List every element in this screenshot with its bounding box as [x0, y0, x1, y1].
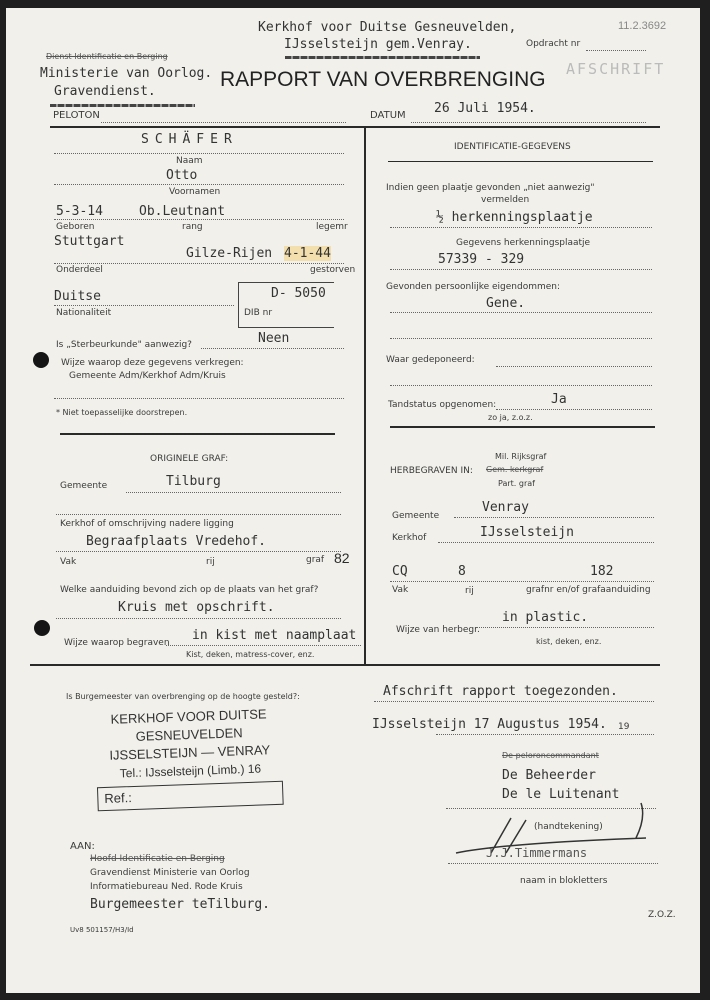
- reburial-gemeente-label: Gemeente: [392, 511, 440, 521]
- voornamen-label: Voornamen: [169, 187, 221, 197]
- line: [126, 492, 341, 493]
- original-kerkhof: Begraafplaats Vredehof.: [86, 534, 267, 549]
- line: [390, 581, 654, 582]
- datum-value: 26 Juli 1954.: [434, 101, 536, 116]
- identification-title: IDENTIFICATIE-GEGEVENS: [454, 142, 571, 152]
- year-prefix: 19: [618, 722, 630, 732]
- line: [476, 627, 654, 628]
- line: [56, 514, 341, 515]
- divider: [388, 161, 653, 162]
- line: [56, 618, 341, 619]
- underline-bar: [50, 104, 195, 107]
- peloton-label: PELOTON: [53, 110, 100, 121]
- datum-label: DATUM: [370, 110, 406, 121]
- reburial-graf-label: grafnr en/of grafaanduiding: [526, 585, 651, 595]
- belongings-label: Gevonden persoonlijke eigendommen:: [386, 282, 561, 292]
- onderdeel-label: Onderdeel: [56, 265, 103, 275]
- service: Gravendienst.: [54, 84, 156, 99]
- punch-hole: [33, 352, 49, 368]
- line: [390, 227, 652, 228]
- copy-stamp: AFSCHRIFT: [566, 60, 666, 78]
- dib-value: D- 5050: [271, 286, 326, 301]
- reburial-rij: 8: [458, 564, 466, 579]
- gestorven-label: gestorven: [310, 265, 356, 275]
- reburial-graf: 182: [590, 564, 614, 579]
- cemetery-stamp: [88, 705, 291, 812]
- dental-note: zo ja, z.o.z.: [488, 413, 533, 422]
- marker-value: Kruis met opschrift.: [118, 600, 275, 615]
- line: [390, 338, 652, 339]
- line: [374, 701, 654, 702]
- peloton-line: [101, 122, 346, 123]
- belongings: Gene.: [486, 296, 526, 311]
- rang-label: rang: [182, 222, 203, 232]
- birth-date: 5-3-14: [56, 204, 103, 219]
- plate: ½ herkenningsplaatje: [436, 210, 593, 225]
- sterbe-label: Is „Sterbeurkunde" aanwezig?: [56, 340, 192, 350]
- punch-hole: [34, 620, 50, 636]
- zoz: Z.O.Z.: [648, 910, 676, 920]
- aan-line2: Gravendienst Ministerie van Oorlog: [90, 868, 250, 878]
- line: [54, 153, 344, 154]
- instruction: Indien geen plaatje gevonden „niet aanwezig": [386, 183, 595, 193]
- nationaliteit-label: Nationaliteit: [56, 308, 112, 318]
- buried-label: Wijze waarop begraven: [64, 638, 170, 648]
- line: [448, 863, 658, 864]
- stamp-line: GESNEUVELDEN: [135, 725, 243, 744]
- divider: [60, 433, 335, 435]
- vak-label: Vak: [60, 557, 77, 567]
- reburial-gemeente: Venray: [482, 500, 529, 515]
- rij-label: rij: [206, 557, 215, 567]
- opdracht-label: Opdracht nr: [526, 39, 581, 49]
- first-name: Otto: [166, 168, 198, 183]
- role-2: De le Luitenant: [502, 787, 620, 802]
- underline-bar: [285, 56, 480, 59]
- signer-name: J.J.Timmermans: [486, 846, 588, 860]
- divider: [50, 126, 660, 128]
- name-label: naam in blokletters: [520, 876, 608, 886]
- stamp-line: Tel.: IJsselsteijn (Limb.) 16: [119, 761, 262, 781]
- office-line1: Kerkhof voor Duitse Gesneuvelden,: [258, 20, 517, 35]
- aan-line4: Burgemeester teTilburg.: [90, 897, 271, 912]
- method-label: Wijze van herbegr.: [396, 625, 480, 635]
- unit: Stuttgart: [54, 234, 125, 249]
- line: [56, 551, 341, 552]
- nationality: Duitse: [54, 289, 101, 304]
- reburial-rij-label: rij: [465, 586, 474, 596]
- struck-role: De peloroncommandant: [502, 751, 599, 760]
- reburial-opt2: Gem. kerkgraf: [486, 465, 544, 474]
- reburial-label: HERBEGRAVEN IN:: [390, 466, 473, 476]
- reburial-vak-label: Vak: [392, 585, 409, 595]
- buried-value: in kist met naamplaat: [192, 628, 357, 643]
- ref-label: Ref.:: [104, 790, 133, 807]
- aan-struck: Hoofd Identificatie en Berging: [90, 854, 225, 864]
- line: [496, 409, 652, 410]
- legemr-label: legemr: [316, 222, 348, 232]
- opdracht-line: [586, 50, 646, 51]
- divider: [30, 664, 660, 666]
- graf-value: 82: [334, 550, 350, 566]
- reburial-opt1: Mil. Rijksgraf: [495, 452, 547, 461]
- vertical-divider: [364, 126, 366, 666]
- line: [201, 348, 344, 349]
- ministry: Ministerie van Oorlog.: [40, 66, 213, 81]
- instruction2: vermelden: [481, 195, 530, 205]
- line: [438, 542, 654, 543]
- reburial-kerkhof-label: Kerkhof: [392, 533, 427, 543]
- line: [166, 645, 361, 646]
- ref-box: [97, 781, 284, 811]
- kerkhof-label: Kerkhof of omschrijving nadere ligging: [60, 519, 234, 529]
- office-line2: IJsselsteijn gem.Venray.: [284, 37, 472, 52]
- naam-label: Naam: [176, 156, 203, 166]
- stamp-line: IJSSELSTEIJN — VENRAY: [109, 742, 271, 763]
- rank: Ob.Leutnant: [139, 204, 226, 219]
- document-page: [6, 8, 700, 993]
- archive-number: 11.2.3692: [618, 20, 667, 32]
- deposited-label: Waar gedeponeerd:: [386, 355, 475, 365]
- line: [54, 398, 344, 399]
- stamp-line: KERKHOF VOOR DUITSE: [110, 706, 267, 727]
- struck-service: Dienst Identificatie en Berging: [46, 52, 168, 61]
- reburial-opt3: Part. graf: [498, 479, 535, 488]
- role-1: De Beheerder: [502, 768, 596, 783]
- plate-data: 57339 - 329: [438, 252, 525, 267]
- dental-value: Ja: [551, 392, 567, 407]
- death-date: 4-1-44: [284, 246, 331, 261]
- line: [54, 219, 344, 220]
- place-date: IJsselsteijn 17 Augustus 1954.: [372, 717, 607, 732]
- divider: [390, 426, 655, 428]
- mayor-answer: Afschrift rapport toegezonden.: [383, 684, 618, 699]
- dental-label: Tandstatus opgenomen:: [388, 400, 497, 410]
- mayor-question: Is Burgemeester van overbrenging op de hoogte gesteld?:: [66, 692, 300, 701]
- line: [54, 305, 234, 306]
- line: [390, 385, 652, 386]
- plate-data-label: Gegevens herkenningsplaatje: [456, 238, 591, 248]
- wijze-label: Wijze waarop deze gegevens verkregen:: [61, 358, 244, 368]
- footnote: * Niet toepasselijke doorstrepen.: [56, 408, 188, 417]
- graf-label: graf: [306, 555, 325, 565]
- original-gemeente: Tilburg: [166, 474, 221, 489]
- method-value: in plastic.: [502, 610, 589, 625]
- line: [454, 517, 654, 518]
- line: [54, 263, 344, 264]
- line: [436, 734, 654, 735]
- datum-line: [411, 122, 646, 123]
- reburial-vak: CQ: [392, 564, 408, 579]
- signature-label: (handtekening): [534, 822, 603, 832]
- original-grave-title: ORIGINELE GRAF:: [150, 454, 229, 464]
- buried-hint: Kist, deken, matress-cover, enz.: [186, 650, 315, 659]
- method-hint: kist, deken, enz.: [536, 637, 602, 646]
- marker-label: Welke aanduiding bevond zich op de plaats van het graf?: [60, 585, 319, 595]
- form-code: Uv8 501157/H3/Id: [70, 926, 134, 934]
- line: [390, 269, 652, 270]
- sterbe-value: Neen: [258, 331, 290, 346]
- reburial-kerkhof: IJsselsteijn: [480, 525, 574, 540]
- page-title: RAPPORT VAN OVERBRENGING: [220, 68, 546, 91]
- death-place: Gilze-Rijen: [186, 246, 273, 261]
- aan-label: AAN:: [70, 841, 95, 852]
- line: [54, 184, 344, 185]
- wijze-sub: Gemeente Adm/Kerkhof Adm/Kruis: [69, 371, 226, 381]
- gemeente-label: Gemeente: [60, 481, 108, 491]
- surname: SCHÄFER: [141, 132, 238, 147]
- line: [390, 312, 652, 313]
- aan-line3: Informatiebureau Ned. Rode Kruis: [90, 882, 243, 892]
- dib-label: DIB nr: [244, 308, 273, 318]
- geboren-label: Geboren: [56, 222, 95, 232]
- line: [496, 366, 652, 367]
